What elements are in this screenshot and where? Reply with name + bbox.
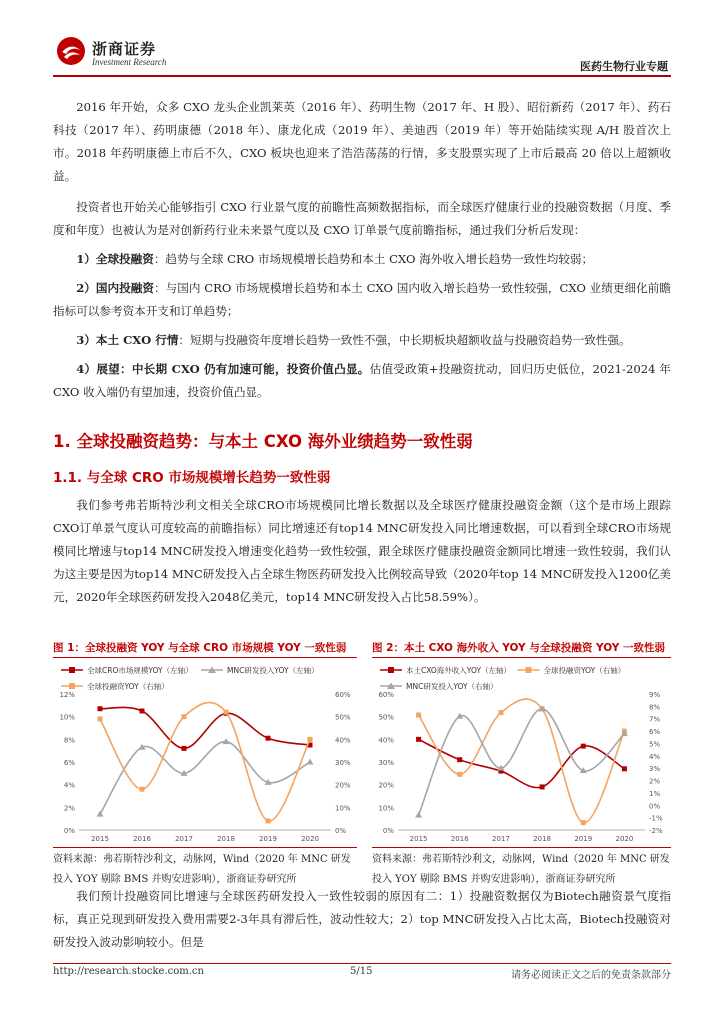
x-tick-label: 2016: [450, 835, 469, 843]
x-tick-label: 2019: [574, 835, 593, 843]
figure-1-bottom-rule: [53, 847, 357, 848]
finding-2: [53, 277, 671, 323]
company-name-en: Investment Research: [92, 57, 167, 67]
left-tick-label: 4%: [63, 781, 75, 790]
legend-marker-3: [69, 683, 75, 689]
x-tick-label: 2016: [133, 835, 151, 843]
finding-3-label: 3）本土 CXO 行情: [76, 333, 179, 347]
finding-3: [53, 329, 671, 352]
figure-1-title: 图 1：全球投融资 YOY 与全球 CRO 市场规模 YOY 一致性弱: [53, 642, 347, 654]
left-tick-label: 0%: [382, 827, 394, 835]
data-point: [498, 710, 503, 715]
right-tick-label: 0%: [335, 827, 347, 835]
x-tick-label: 2017: [492, 835, 510, 843]
legend-marker-1: [69, 667, 75, 673]
data-point: [98, 706, 103, 711]
x-tick-label: 2020: [301, 835, 319, 843]
right-tick-label: 3%: [649, 765, 661, 774]
right-tick-label: 20%: [335, 781, 351, 790]
finding-4: [53, 358, 671, 404]
figure-1-source: 资料来源：弗若斯特沙利文，动脉网，Wind（2020 年 MNC 研发投入 YOY 剔除 BMS 并购安进影响），浙商证券研究所: [53, 854, 351, 885]
finding-1-text: ：趋势与全球 CRO 市场规模增长趋势和本土 CXO 海外收入增长趋势一致性均较弱；: [153, 252, 594, 266]
series-line-2: [419, 699, 625, 823]
left-tick-label: 10%: [378, 804, 394, 813]
data-point: [416, 713, 421, 718]
page-number: 5/15: [350, 966, 373, 977]
data-point: [307, 759, 314, 765]
x-tick-label: 2015: [91, 835, 109, 843]
x-tick-label: 2020: [615, 835, 634, 843]
footer-disclaimer: 请务必阅读正文之后的免责条款部分: [511, 970, 671, 981]
paragraph-3: 我们参考弗若斯特沙利文相关全球CRO市场规模同比增长数据以及全球医疗健康投融资金额（这个是市场上跟踪CXO订单景气度认可度较高的前瞻指标）同比增速还有top14 MNC研发投入同比增速数据，可以看到全球CRO市场规模同比增速与top14 MNC研发投入增速变化趋势一致性较强，跟全球医疗健康投融资金额同比增速一致性较弱，我们认为这主要是因为top14 MNC研发投入占全球生物医药研发投入比例较高导致（2020年top 14 MNC研发投入1200亿美元，2020年全球医药研发投入2048亿美元，top14 MNC研发投入占比58.59%）。: [53, 498, 671, 604]
data-point: [457, 757, 462, 762]
section-heading-1: 1. 全球投融资趋势：与本土 CXO 海外业绩趋势一致性弱: [53, 432, 473, 451]
left-tick-label: 40%: [378, 736, 394, 745]
legend-label-3: MNC研发投入YOY（右轴）: [406, 682, 498, 691]
left-tick-label: 12%: [59, 691, 75, 699]
data-point: [581, 744, 586, 749]
paragraph-4: 我们预计投融资同比增速与全球医药研发投入一致性较弱的原因有二：1）投融资数据仅为Biotech融资景气度指标，真正兑现到研发投入费用需要2-3年具有滞后性，波动性较大；2）top MNC研发投入占比太高，Biotech投融资对研发投入波动影响较小。但是: [53, 889, 671, 949]
report-topic: 医药生物行业专题: [580, 60, 668, 73]
figure-2-bottom-rule: [372, 847, 671, 848]
figure-2-title: 图 2：本土 CXO 海外收入 YOY 与全球投融资 YOY 一致性弱: [372, 642, 666, 654]
right-tick-label: -2%: [649, 827, 663, 835]
finding-1-label: 1）全球投融资: [76, 252, 154, 266]
x-tick-label: 2015: [409, 835, 428, 843]
paragraph-3-wrap: [53, 494, 671, 609]
data-point: [266, 818, 271, 823]
finding-3-text: ：短期与投融资年度增长趋势一致性不强，中长期板块超额收益与投融资趋势一致性强。: [178, 333, 631, 347]
data-point: [224, 710, 229, 715]
finding-2-label: 2）国内投融资: [76, 281, 155, 295]
data-point: [457, 772, 462, 777]
right-tick-label: 7%: [649, 715, 661, 724]
left-tick-label: 8%: [63, 736, 75, 745]
finding-4-label: 4）展望：中长期 CXO 仍有加速可能，投资价值凸显。: [76, 362, 370, 376]
left-tick-label: 0%: [63, 827, 75, 835]
data-point: [182, 714, 187, 719]
finding-2-text: ：与国内 CRO 市场规模增长趋势和本土 CXO 国内收入增长趋势一致性较强，CXO 业绩更细化前瞻指标可以参考资本开支和订单趋势；: [53, 281, 671, 318]
left-tick-label: 60%: [378, 691, 394, 699]
chart-1: [53, 660, 357, 845]
header-divider: [53, 75, 671, 77]
series-line-3: [419, 709, 625, 815]
left-tick-label: 10%: [59, 713, 75, 722]
legend-marker-1: [388, 667, 394, 673]
legend-label-3: 全球投融资YOY（右轴）: [87, 682, 169, 691]
right-tick-label: 9%: [649, 691, 661, 699]
left-tick-label: 6%: [63, 759, 75, 767]
x-tick-label: 2018: [217, 835, 235, 843]
paragraph-1: 2016 年开始，众多 CXO 龙头企业凯莱英（2016 年）、药明生物（2017 年、H 股）、昭衍新药（2017 年）、药石科技（2017 年）、药明康德（2018 年）、康龙化成（2019 年）、美迪西（2019 年）等开始陆续实现 A/H 股首次上市。2018 年药明康德上市后不久，CXO 板块也迎来了浩浩荡荡的行情，多支股票实现了上市后最高 20 倍以上超额收益。: [53, 100, 671, 183]
company-name-cn: 浙商证券: [92, 40, 157, 58]
data-point: [97, 811, 104, 817]
right-tick-label: 5%: [649, 740, 661, 749]
x-tick-label: 2017: [175, 835, 193, 843]
left-tick-label: 2%: [63, 804, 75, 813]
left-tick-label: 50%: [378, 713, 394, 722]
right-tick-label: 1%: [649, 789, 661, 798]
legend-label-2: MNC研发投入YOY（左轴）: [227, 666, 319, 675]
legend-marker-2: [526, 667, 532, 673]
figure-2-source: 资料来源：弗若斯特沙利文，动脉网，Wind（2020 年 MNC 研发投入 YOY 剔除 BMS 并购安进影响），浙商证券研究所: [372, 854, 670, 885]
data-point: [581, 820, 586, 825]
right-tick-label: 40%: [335, 736, 351, 745]
x-tick-label: 2018: [533, 835, 551, 843]
data-point: [416, 737, 421, 742]
left-tick-label: 20%: [378, 781, 394, 790]
right-tick-label: 4%: [649, 752, 661, 761]
legend-label-1: 本土CXO海外收入YOY（左轴）: [406, 666, 512, 675]
data-point: [415, 812, 422, 818]
x-tick-label: 2019: [259, 835, 277, 843]
section-heading-1-1: 1.1. 与全球 CRO 市场规模增长趋势一致性弱: [53, 470, 331, 486]
series-line-3: [100, 703, 310, 822]
legend-label-2: 全球投融资YOY（右轴）: [543, 666, 626, 675]
paragraph-2: 投资者也开始关心能够指引 CXO 行业景气度的前瞻性高频数据指标，而全球医疗健康行业的投融资数据（月度、季度和年度）也被认为是对创新药行业未来景气度以及 CXO 订单景气度前瞻指标，通过我们分析后发现：: [53, 200, 671, 237]
figure-1-rule: [53, 657, 357, 658]
right-tick-label: 30%: [335, 759, 351, 767]
right-tick-label: 50%: [335, 713, 351, 722]
series-line-1: [100, 707, 310, 748]
data-point: [266, 736, 271, 741]
finding-1: [53, 248, 671, 271]
footer-divider: [53, 963, 671, 964]
legend-label-1: 全球CRO市场规模YOY（左轴）: [87, 666, 193, 675]
data-point: [182, 746, 187, 751]
data-point: [98, 716, 103, 721]
right-tick-label: 0%: [649, 802, 661, 811]
right-tick-label: -1%: [649, 814, 663, 823]
intro-section: [53, 96, 671, 404]
right-tick-label: 60%: [335, 691, 351, 699]
data-point: [308, 737, 313, 742]
right-tick-label: 8%: [649, 703, 661, 712]
paragraph-4-wrap: [53, 885, 671, 954]
data-point: [140, 787, 145, 792]
logo-icon: [56, 36, 86, 66]
figure-2-rule: [372, 657, 671, 658]
right-tick-label: 2%: [649, 777, 661, 786]
left-tick-label: 30%: [378, 759, 394, 767]
right-tick-label: 6%: [649, 728, 661, 737]
finding-4-text: 估值受政策+投融资扰动，回归历史低位，2021-2024 年 CXO 收入端仍有望加速，投资价值凸显。: [53, 362, 671, 399]
data-point: [140, 709, 145, 714]
series-line-1: [419, 739, 625, 787]
series-line-2: [100, 742, 310, 815]
footer-url[interactable]: http://research.stocke.com.cn: [53, 966, 204, 977]
data-point: [622, 766, 627, 771]
data-point: [540, 784, 545, 789]
right-tick-label: 10%: [335, 804, 351, 813]
chart-2: [372, 660, 671, 845]
